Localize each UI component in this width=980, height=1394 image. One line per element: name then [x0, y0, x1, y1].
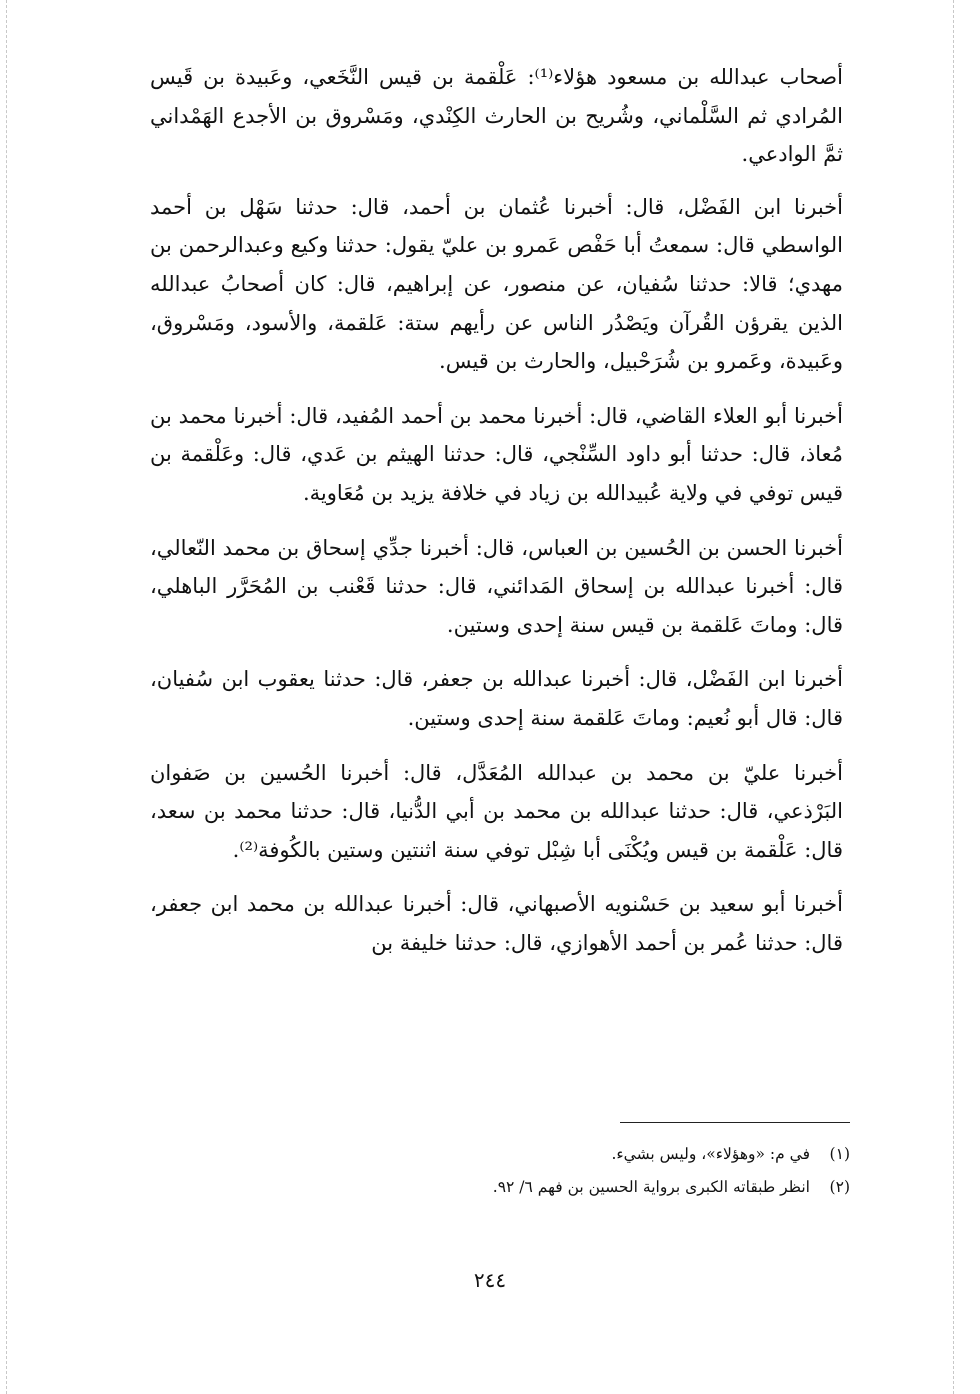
paragraph-1: أصحاب عبدالله بن مسعود هؤلاء⁽¹⁾: عَلْقمة بن قيس النَّخَعي، وعَبيدة بن قَيس المُرادي ثم السَّلْماني، وشُريح بن الحارث الكِنْدي، ومَسْروق بن الأجدع الهَمْداني ثمَّ الوادعي.	[150, 65, 843, 167]
footnote-number: (٢)	[829, 1178, 850, 1196]
paragraph-2: أخبرنا ابن الفَضْل، قال: أخبرنا عُثمان بن أحمد، قال: حدثنا سَهْل بن أحمد الواسطي قال: سمعتُ أبا حَفْص عَمرو بن عليّ يقول: حدثنا وكيع وعبدالرحمن بن مهدي؛ قالا: حدثنا سُفيان، عن منصور، عن إبراهيم، قال: كان أصحابُ عبدالله الذين يقرؤن القُرآن ويَصْدُر الناس عن رأيهم ستة: عَلقمة، والأسود، ومَسْروق، وعَبيدة، وعَمرو بن شُرَحْبيل، والحارث بن قيس.	[150, 194, 843, 374]
paragraph-4: أخبرنا الحسن بن الحُسين بن العباس، قال: أخبرنا جدِّي إسحاق بن محمد النّعالي، قال: أخبرنا عبدالله بن إسحاق المَدائني، قال: حدثنا قَعْنب بن المُحَرَّر الباهلي، قال: وماتَ عَلقمة بن قيس سنة إحدى وستين.	[150, 535, 843, 637]
footnotes	[380, 1138, 850, 1204]
paragraph-3: أخبرنا أبو العلاء القاضي، قال: أخبرنا محمد بن أحمد المُفيد، قال: أخبرنا محمد بن مُعاذ، قال: حدثنا أبو داود السِّنْجي، قال: حدثنا الهيثم بن عَدي، قال: وعَلْقمة بن قيس توفي في ولاية عُبيدالله بن زياد في خلافة يزيد بن مُعَاوية.	[150, 403, 843, 505]
footnote-1	[380, 1138, 850, 1171]
scan-edge-left	[6, 0, 7, 1394]
paragraph-6: أخبرنا عليّ بن محمد بن عبدالله المُعَدَّل، قال: أخبرنا الحُسين بن صَفوان البَرْذعي، قال: حدثنا عبدالله بن محمد بن أبي الدُّنيا، قال: حدثنا محمد بن سعد، قال: عَلْقمة بن قيس ويُكْنَى أبا شِبْل توفي سنة اثنتين وستين بالكُوفة⁽²⁾.	[150, 760, 843, 862]
scan-edge-right	[953, 0, 954, 1394]
footnote-text: في م: «وهؤلاء»، وليس بشيء.	[611, 1145, 810, 1163]
paragraph-7: أخبرنا أبو سعيد بن حَسْنويه الأصبهاني، قال: أخبرنا عبدالله بن محمد ابن جعفر، قال: حدثنا عُمر بن أحمد الأهوازي، قال: حدثنا خليفة بن	[150, 892, 843, 955]
footnote-separator	[620, 1122, 850, 1123]
footnote-2	[380, 1171, 850, 1204]
paragraph-5: أخبرنا ابن الفَضْل، قال: أخبرنا عبدالله بن جعفر، قال: حدثنا يعقوب ابن سُفيان، قال: قال أبو نُعيم: وماتَ عَلقمة سنة إحدى وستين.	[150, 667, 843, 730]
footnote-text: انظر طبقاته الكبرى برواية الحسين بن فهم ٦/ ٩٢.	[492, 1178, 810, 1196]
footnote-number: (١)	[829, 1145, 850, 1163]
main-text	[150, 58, 843, 978]
page-number: ٢٤٤	[473, 1268, 507, 1292]
